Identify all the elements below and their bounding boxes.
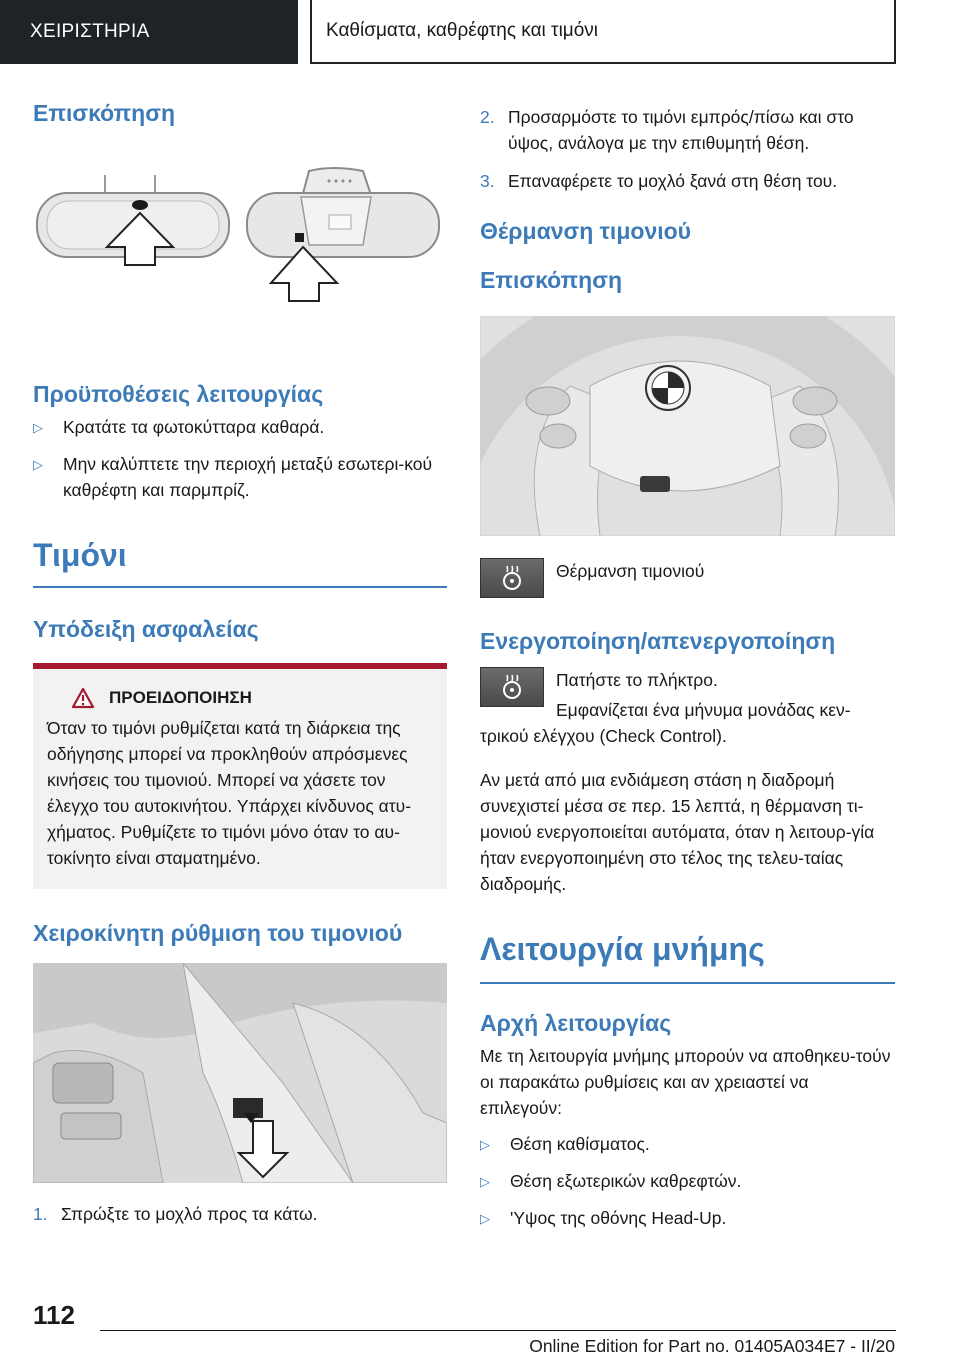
check-control-text: Εμφανίζεται ένα μήνυμα μονάδας κεν-τρικού ελέγχου (Check Control). — [480, 700, 851, 746]
steering-wheel-heat-icon — [498, 673, 526, 701]
warning-text: Όταν το τιμόνι ρυθμίζεται κατά τη διάρκεια της οδήγησης μπορεί να προκληθούν απρόσμενες κινήσεις του τιμονιού. Μπορεί να χάσετε τον έλεγχο του αυτοκινήτου. Υπάρχει κίνδυνος ατυ-χήματος. Ρυθμίζετε το τιμόνι μόνο όταν το αυ-τοκίνητο είναι σταματημένο. — [47, 718, 412, 868]
step-item: 2. Προσαρμόστε το τιμόνι εμπρός/πίσω και στο ύψος, ανάλογα με την επιθυμητή θέση. — [480, 107, 854, 153]
activation-title: Ενεργοποίηση/απενεργοποίηση — [480, 628, 836, 654]
prereq-title: Προϋποθέσεις λειτουργίας — [33, 381, 324, 407]
right-column — [480, 96, 895, 1232]
heating-icon-label: Θέρμανση τιμονιού — [556, 561, 705, 581]
steering-lever-illustration — [33, 963, 447, 1183]
header-chapter-tab — [310, 0, 896, 64]
heating-overview-title: Επισκόπηση — [480, 267, 622, 293]
memory-divider — [480, 982, 895, 984]
list-item: ▷ Θέση καθίσματος. — [480, 1131, 895, 1158]
prereq-list — [33, 414, 447, 503]
memory-title: Λειτουργία μνήμης — [480, 931, 765, 967]
triangle-bullet-icon: ▷ — [33, 420, 43, 435]
mirror-sensor-illustration — [33, 167, 447, 317]
header-section-label: ΧΕΙΡΙΣΤΗΡΙΑ — [30, 21, 150, 42]
manual-adjust-title: Χειροκίνητη ρύθμιση του τιμονιού — [33, 920, 403, 946]
heating-title: Θέρμανση τιμονιού — [480, 218, 692, 244]
steering-wheel-heat-icon — [498, 564, 526, 592]
overview-title: Επισκόπηση — [33, 100, 175, 126]
left-column — [33, 96, 447, 1227]
steering-heat-button[interactable] — [480, 558, 544, 598]
list-item: ▷ Κρατάτε τα φωτοκύτταρα καθαρά. — [33, 414, 447, 441]
header-section-tab — [0, 0, 298, 64]
warning-heading: ΠΡΟΕΙΔΟΠΟΙΗΣΗ — [47, 687, 433, 709]
steering-divider — [33, 586, 447, 588]
footer-edition: Online Edition for Part no. 01405A034E7 - II/20 — [529, 1336, 895, 1356]
page-number: 112 — [33, 1300, 75, 1330]
list-item: ▷ Μην καλύπτετε την περιοχή μεταξύ εσωτερι-κού καθρέφτη και παρμπρίζ. — [33, 451, 447, 503]
steering-title: Τιμόνι — [33, 537, 127, 573]
triangle-bullet-icon: ▷ — [480, 1174, 490, 1189]
safety-title: Υπόδειξη ασφαλείας — [33, 616, 259, 642]
list-item: ▷ 'Υψος της οθόνης Head-Up. — [480, 1205, 895, 1232]
step-item: 3. Επαναφέρετε το μοχλό ξανά στη θέση του. — [480, 171, 838, 191]
triangle-bullet-icon: ▷ — [33, 457, 43, 472]
principle-text: Με τη λειτουργία μνήμης μπορούν να αποθηκευ-τούν οι παρακάτω ρυθμίσεις και αν χρειαστεί να επιλεγούν: — [480, 1046, 891, 1118]
header-chapter-label: Καθίσματα, καθρέφτης και τιμόνι — [326, 20, 599, 41]
steering-wheel-illustration — [480, 316, 895, 536]
warning-box — [33, 663, 447, 889]
footer-divider — [100, 1330, 896, 1331]
triangle-bullet-icon: ▷ — [480, 1137, 490, 1152]
memory-list — [480, 1131, 895, 1232]
list-item: ▷ Θέση εξωτερικών καθρεφτών. — [480, 1168, 895, 1195]
steering-heat-button[interactable] — [480, 667, 544, 707]
heating-icon-row — [480, 558, 895, 598]
warning-triangle-icon — [71, 687, 95, 709]
auto-activation-text: Αν μετά από μια ενδιάμεση στάση η διαδρομή συνεχιστεί μέσα σε περ. 15 λεπτά, η θέρμανση τι-μονιού ενεργοποιείται αυτόματα, όταν η λειτουρ-γία ήταν ενεργοποιημένη στο τέλος της τελευ-ταίας διαδρομής. — [480, 770, 875, 894]
press-button-text: Πατήστε το πλήκτρο. — [556, 670, 718, 690]
step-item: 1. Σπρώξτε το μοχλό προς τα κάτω. — [33, 1204, 318, 1224]
principle-title: Αρχή λειτουργίας — [480, 1010, 672, 1036]
triangle-bullet-icon: ▷ — [480, 1211, 490, 1226]
